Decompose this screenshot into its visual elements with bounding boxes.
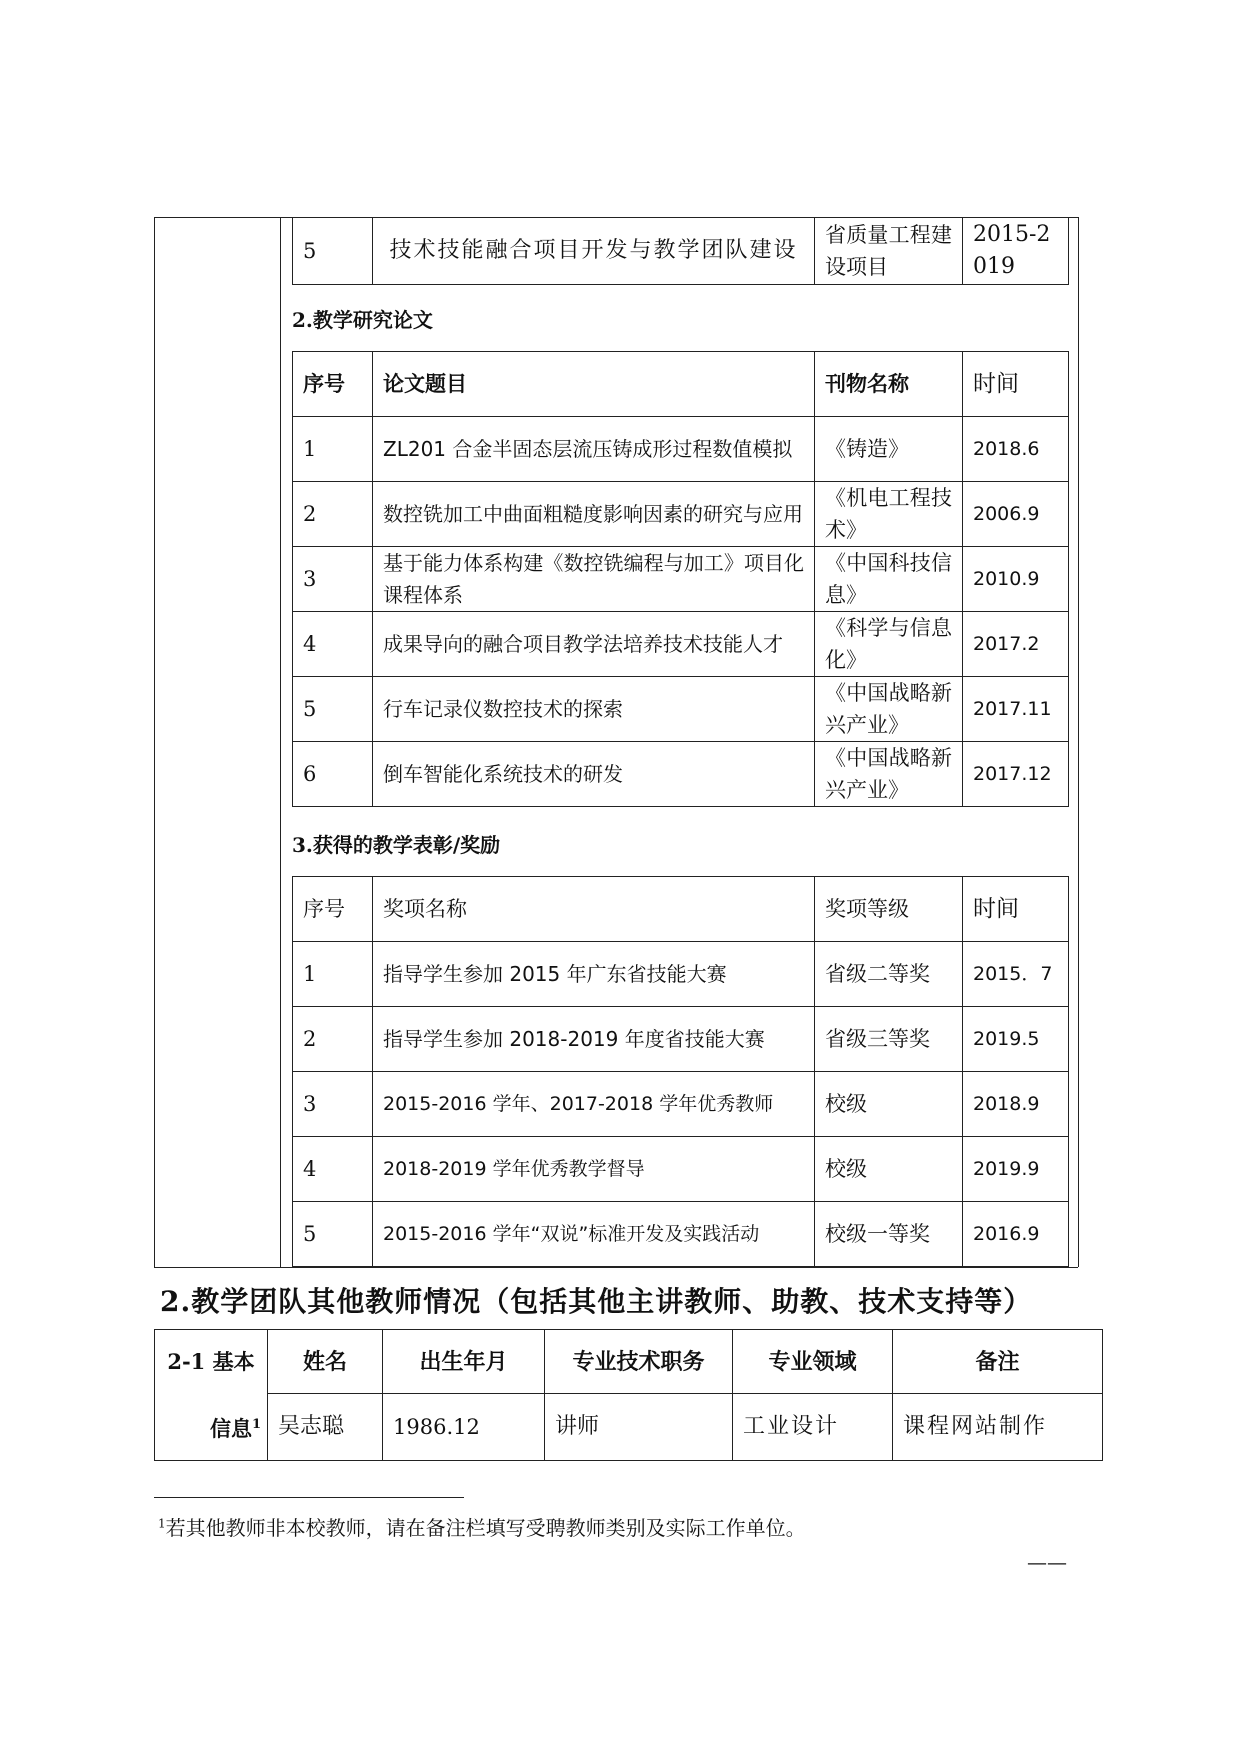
outer-frame-bottom xyxy=(154,1267,1078,1268)
award-name: 2018-2019 学年优秀教学督导 xyxy=(373,1137,815,1202)
award-no: 5 xyxy=(293,1202,373,1267)
paper-time: 2017.11 xyxy=(963,677,1069,742)
footnote-separator xyxy=(154,1497,464,1498)
paper-journal: 《机电工程技术》 xyxy=(815,482,963,547)
outer-frame-inner-left xyxy=(280,217,281,1267)
header-field: 专业领域 xyxy=(733,1330,893,1394)
award-time: 2019.5 xyxy=(963,1007,1069,1072)
footnote-mark: 1 xyxy=(158,1516,166,1531)
header-title: 专业技术职务 xyxy=(545,1330,733,1394)
basic-info-label-line2 xyxy=(155,1394,268,1461)
papers-table xyxy=(292,351,1069,807)
section-title: 2.教学团队其他教师情况（包括其他主讲教师、助教、技术支持等） xyxy=(160,1285,1033,1318)
award-time: 2019.9 xyxy=(963,1137,1069,1202)
table-row xyxy=(293,1137,1069,1202)
table-row xyxy=(293,742,1069,807)
paper-title: ZL201 合金半固态层流压铸成形过程数值模拟 xyxy=(373,417,815,482)
table-row xyxy=(293,1007,1069,1072)
award-level: 校级 xyxy=(815,1072,963,1137)
award-time: 2018.9 xyxy=(963,1072,1069,1137)
award-no: 3 xyxy=(293,1072,373,1137)
table-row xyxy=(293,482,1069,547)
award-name: 2015-2016 学年“双说”标准开发及实践活动 xyxy=(373,1202,815,1267)
paper-no: 6 xyxy=(293,742,373,807)
paper-no: 1 xyxy=(293,417,373,482)
papers-header-time: 时间 xyxy=(963,352,1069,417)
table-row xyxy=(293,677,1069,742)
teachers-header-row xyxy=(155,1330,1103,1394)
outer-frame-left xyxy=(154,217,155,1267)
teacher-note: 课程网站制作 xyxy=(893,1394,1103,1461)
award-name: 指导学生参加 2018-2019 年度省技能大赛 xyxy=(373,1007,815,1072)
page-number-dash: —— xyxy=(1027,1550,1067,1574)
table-row xyxy=(293,547,1069,612)
awards-heading: 3.获得的教学表彰/奖励 xyxy=(292,833,501,857)
paper-no: 3 xyxy=(293,547,373,612)
paper-title: 行车记录仪数控技术的探索 xyxy=(373,677,815,742)
award-level: 校级 xyxy=(815,1137,963,1202)
award-time: 2016.9 xyxy=(963,1202,1069,1267)
basic-info-label-text2: 信息 xyxy=(209,1415,252,1441)
table-row xyxy=(293,417,1069,482)
paper-time: 2010.9 xyxy=(963,547,1069,612)
award-level: 校级一等奖 xyxy=(815,1202,963,1267)
table-row xyxy=(155,1394,1103,1461)
table-row xyxy=(293,1202,1069,1267)
paper-title: 成果导向的融合项目教学法培养技术技能人才 xyxy=(373,612,815,677)
papers-header-title: 论文题目 xyxy=(373,352,815,417)
paper-journal: 《中国战略新兴产业》 xyxy=(815,742,963,807)
award-no: 4 xyxy=(293,1137,373,1202)
paper-journal: 《科学与信息化》 xyxy=(815,612,963,677)
table-row xyxy=(293,1072,1069,1137)
award-no: 2 xyxy=(293,1007,373,1072)
project-type: 省质量工程建设项目 xyxy=(815,218,963,285)
papers-heading: 2.教学研究论文 xyxy=(292,308,433,332)
teacher-title: 讲师 xyxy=(545,1394,733,1461)
header-note: 备注 xyxy=(893,1330,1103,1394)
paper-time: 2017.2 xyxy=(963,612,1069,677)
project-title: 技术技能融合项目开发与教学团队建设 xyxy=(373,218,815,285)
header-birth: 出生年月 xyxy=(383,1330,545,1394)
awards-header-name: 奖项名称 xyxy=(373,877,815,942)
papers-header-row xyxy=(293,352,1069,417)
footnote xyxy=(158,1512,806,1541)
papers-header-journal: 刊物名称 xyxy=(815,352,963,417)
paper-title: 基于能力体系构建《数控铣编程与加工》项目化课程体系 xyxy=(373,547,815,612)
footnote-text: 若其他教师非本校教师，请在备注栏填写受聘教师类别及实际工作单位。 xyxy=(165,1516,806,1540)
projects-table xyxy=(292,217,1069,285)
papers-header-no: 序号 xyxy=(293,352,373,417)
header-name: 姓名 xyxy=(268,1330,383,1394)
paper-time: 2018.6 xyxy=(963,417,1069,482)
awards-table xyxy=(292,876,1069,1267)
basic-info-label-line1 xyxy=(155,1330,268,1394)
award-level: 省级二等奖 xyxy=(815,942,963,1007)
table-row xyxy=(293,942,1069,1007)
award-time: 2015．7 xyxy=(963,942,1069,1007)
paper-no: 4 xyxy=(293,612,373,677)
awards-header-no: 序号 xyxy=(293,877,373,942)
award-no: 1 xyxy=(293,942,373,1007)
paper-title: 倒车智能化系统技术的研发 xyxy=(373,742,815,807)
project-no: 5 xyxy=(293,218,373,285)
outer-frame-right xyxy=(1078,217,1079,1267)
paper-journal: 《中国战略新兴产业》 xyxy=(815,677,963,742)
table-row xyxy=(293,218,1069,285)
teacher-birth: 1986.12 xyxy=(383,1394,545,1461)
awards-header-row xyxy=(293,877,1069,942)
awards-header-level: 奖项等级 xyxy=(815,877,963,942)
paper-no: 5 xyxy=(293,677,373,742)
teacher-name: 吴志聪 xyxy=(268,1394,383,1461)
table-row xyxy=(293,612,1069,677)
basic-info-label-text: 2-1 基本 xyxy=(167,1348,255,1374)
award-name: 2015-2016 学年、2017-2018 学年优秀教师 xyxy=(373,1072,815,1137)
paper-no: 2 xyxy=(293,482,373,547)
paper-time: 2017.12 xyxy=(963,742,1069,807)
awards-header-time: 时间 xyxy=(963,877,1069,942)
paper-journal: 《铸造》 xyxy=(815,417,963,482)
paper-journal: 《中国科技信息》 xyxy=(815,547,963,612)
footnote-ref: 1 xyxy=(251,1416,261,1432)
paper-time: 2006.9 xyxy=(963,482,1069,547)
paper-title: 数控铣加工中曲面粗糙度影响因素的研究与应用 xyxy=(373,482,815,547)
teacher-field: 工业设计 xyxy=(733,1394,893,1461)
award-name: 指导学生参加 2015 年广东省技能大赛 xyxy=(373,942,815,1007)
project-time: 2015-2019 xyxy=(963,218,1069,285)
teachers-table xyxy=(154,1329,1103,1461)
award-level: 省级三等奖 xyxy=(815,1007,963,1072)
